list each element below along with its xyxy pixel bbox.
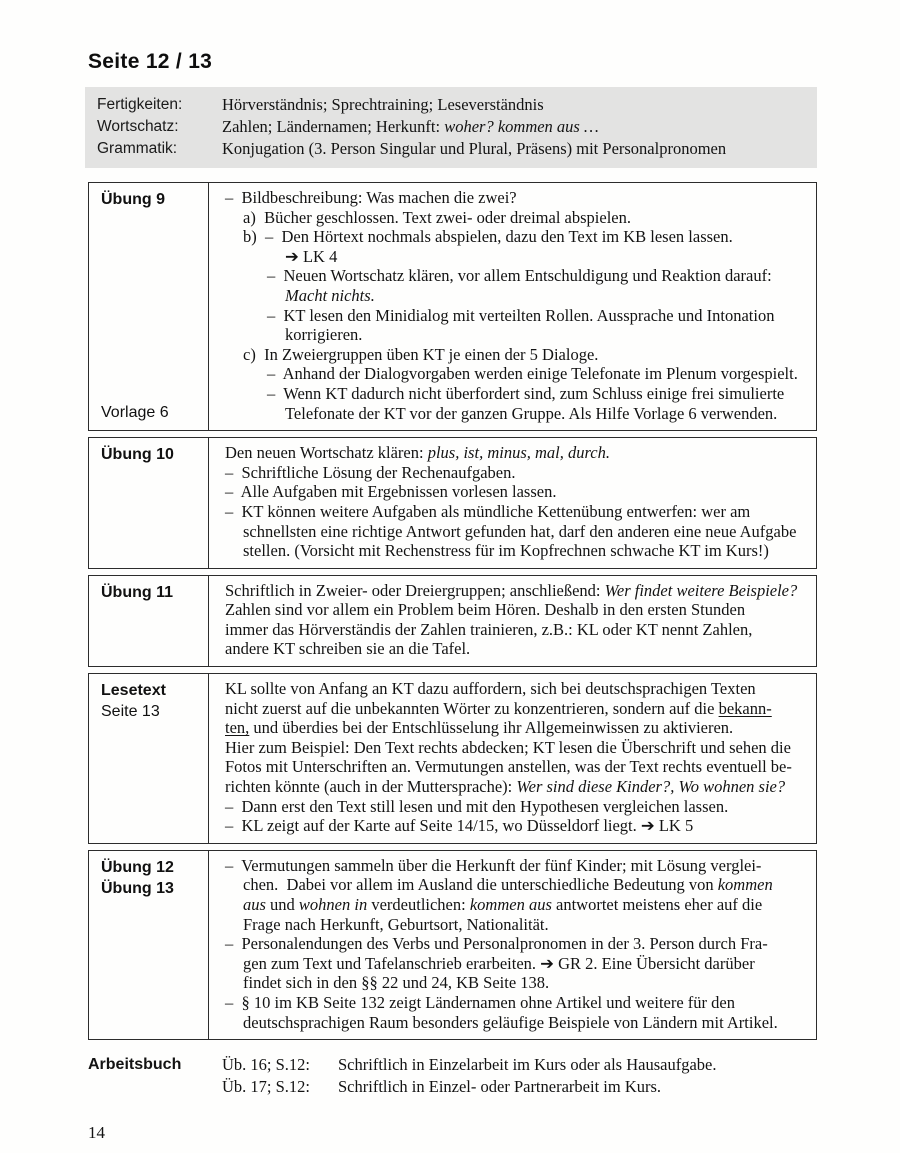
text-line	[225, 718, 808, 738]
text-segment: und	[265, 895, 299, 914]
text-segment: Telefonate der KT vor der ganzen Gruppe. Als Hilfe Vorlage 6 verwenden.	[285, 403, 778, 423]
text-segment: Wer findet weitere Beispiele?	[604, 580, 798, 600]
section-label: Seite 13	[101, 703, 160, 721]
text-line	[225, 266, 808, 286]
text-line	[225, 639, 808, 659]
text-segment: – Vermutungen sammeln über die Herkunft der fünf Kinder; mit Lösung verglei-	[225, 855, 762, 875]
text-segment: b) – Den Hörtext nochmals abspielen, dazu den Text im KB lesen lassen.	[243, 227, 733, 247]
text-segment: – Schriftliche Lösung der Rechenaufgaben.	[225, 462, 516, 482]
text-segment: – KL zeigt auf der Karte auf Seite 14/15, wo Düsseldorf liegt. ➔ LK 5	[225, 816, 694, 836]
text-segment: c) In Zweiergruppen üben KT je einen der 5 Dialoge.	[243, 344, 599, 364]
section-label: Übung 9	[101, 191, 165, 208]
arbeitsbuch-ref: Üb. 17; S.12:	[222, 1077, 311, 1097]
text-segment: Wer sind diese Kinder?, Wo wohnen sie?	[516, 777, 786, 797]
text-segment: Hier zum Beispiel: Den Text rechts abdecken; KT lesen die Überschrift und sehen die	[225, 737, 791, 757]
text-segment: – Personalendungen des Verbs und Personalpronomen in der 3. Person durch Fra-	[225, 934, 768, 954]
page-title: Seite 12 / 13	[88, 50, 213, 73]
text-segment: Frage nach Herkunft, Geburtsort, Nationalität.	[243, 914, 549, 934]
section-labels	[101, 857, 202, 899]
infobox-row	[97, 116, 807, 138]
infobox-row-label: Fertigkeiten:	[97, 96, 183, 113]
section-labels	[101, 680, 202, 722]
text-segment: Konjugation (3. Person Singular und Plural, Präsens) mit Personalpronomen	[222, 139, 727, 158]
text-line	[225, 208, 808, 228]
text-line	[225, 325, 808, 345]
section-label: Lesetext	[101, 682, 166, 700]
text-segment: stellen. (Vorsicht mit Rechenstress für im Kopfrechnen schwache KT im Kurs!)	[243, 541, 769, 561]
text-segment: – Bildbeschreibung: Was machen die zwei?	[225, 188, 517, 207]
infobox-row-label: Grammatik:	[97, 140, 178, 157]
text-line	[225, 404, 808, 424]
exercise-section	[88, 850, 817, 1040]
text-line	[225, 247, 808, 267]
text-line	[225, 286, 808, 306]
arbeitsbuch-text: Schriftlich in Einzel- oder Partnerarbeit im Kurs.	[338, 1077, 662, 1097]
exercise-table	[88, 182, 817, 1040]
page-number: 14	[88, 1123, 105, 1143]
section-label: Übung 11	[101, 583, 174, 601]
text-segment: kommen aus	[469, 895, 552, 914]
text-segment: richten könnte (auch in der Muttersprache):	[225, 777, 517, 797]
text-segment: ➔ LK 4	[285, 246, 338, 266]
text-line	[225, 364, 808, 384]
text-line	[225, 797, 808, 817]
section-content-cell	[209, 674, 816, 843]
text-segment: – KT können weitere Aufgaben als mündliche Kettenübung entwerfen: wer am	[225, 501, 751, 521]
text-line	[225, 620, 808, 640]
exercise-section	[88, 437, 817, 569]
text-line	[225, 777, 808, 797]
infobox-row	[97, 94, 807, 116]
infobox-row-label: Wortschatz:	[97, 118, 179, 135]
section-label: Übung 12	[101, 858, 174, 876]
section-content-cell	[209, 851, 816, 1039]
text-segment: immer das Hörverständis der Zahlen trainieren, z.B.: KL oder KT nennt Zahlen,	[225, 619, 753, 639]
section-label-cell	[89, 438, 209, 568]
text-segment: bekann-	[718, 698, 772, 718]
section-label-cell	[89, 851, 209, 1039]
text-segment: – Wenn KT dadurch nicht überfordert sind, zum Schluss einige frei simulierte	[267, 383, 785, 403]
text-segment: nicht zuerst auf die unbekannten Wörter zu konzentrieren, sondern auf die	[225, 698, 719, 718]
text-line	[225, 699, 808, 719]
exercise-section	[88, 575, 817, 667]
section-label-cell	[89, 576, 209, 666]
text-segment: und überdies bei der Entschlüsselung ihr Allgemeinwissen zu aktivieren.	[249, 718, 734, 738]
text-segment: – Alle Aufgaben mit Ergebnissen vorlesen lassen.	[225, 482, 557, 502]
text-segment: Den neuen Wortschatz klären:	[225, 443, 428, 463]
infobox-row-content	[222, 138, 807, 160]
text-segment: ten,	[225, 718, 250, 738]
section-label: Übung 10	[101, 446, 174, 464]
arbeitsbuch-label: Arbeitsbuch	[88, 1056, 182, 1074]
section-labels	[101, 582, 202, 603]
section-content-cell	[209, 438, 816, 568]
text-line	[225, 1013, 808, 1033]
text-line	[225, 581, 808, 601]
text-line	[225, 600, 808, 620]
arbeitsbuch-text: Schriftlich in Einzelarbeit im Kurs oder als Hausaufgabe.	[338, 1055, 717, 1075]
section-label-cell	[89, 183, 209, 430]
text-line	[225, 993, 808, 1013]
exercise-section	[88, 182, 817, 431]
text-segment: Fotos mit Unterschriften an. Vermutungen anstellen, was der Text rechts eventuell be-	[225, 757, 792, 777]
text-line	[225, 522, 808, 542]
text-line	[225, 443, 808, 463]
text-line	[225, 306, 808, 326]
text-line	[225, 345, 808, 365]
section-bottom-label: Vorlage 6	[101, 404, 169, 422]
text-segment: gen zum Text und Tafelanschrieb erarbeiten. ➔ GR 2. Eine Übersicht darüber	[243, 953, 755, 973]
section-content-cell	[209, 183, 816, 430]
arbeitsbuch-section	[88, 1054, 817, 1098]
text-line	[225, 856, 808, 876]
text-line	[225, 934, 808, 954]
text-line	[225, 482, 808, 502]
text-line	[225, 738, 808, 758]
text-segment: verdeutlichen:	[367, 895, 470, 914]
text-segment: antwortet meistens eher auf die	[551, 895, 763, 914]
arbeitsbuch-row	[222, 1076, 817, 1098]
text-line	[225, 679, 808, 699]
section-bottom-labels	[101, 402, 202, 423]
text-segment: deutschsprachigen Raum besonders geläufige Beispiele von Ländern mit Artikel.	[243, 1012, 778, 1032]
section-content-cell	[209, 576, 816, 666]
text-line	[225, 915, 808, 935]
text-segment: wohnen in	[298, 895, 368, 914]
text-segment: andere KT schreiben sie an die Tafel.	[225, 639, 471, 659]
text-segment: Hörverständnis; Sprechtraining; Leseverständnis	[222, 95, 544, 114]
arbeitsbuch-row	[222, 1054, 817, 1076]
text-segment: aus	[243, 895, 266, 914]
section-label-cell	[89, 674, 209, 843]
text-line	[225, 384, 808, 404]
text-segment: Zahlen; Ländernamen; Herkunft:	[222, 117, 445, 136]
section-label: Übung 13	[101, 879, 174, 897]
text-line	[225, 954, 808, 974]
arbeitsbuch-rows	[222, 1054, 817, 1098]
arbeitsbuch-ref: Üb. 16; S.12:	[222, 1055, 311, 1075]
section-labels	[101, 444, 202, 465]
text-segment: plus, ist, minus, mal, durch.	[427, 443, 610, 463]
text-segment: schnellsten eine richtige Antwort gefunden hat, darf den anderen eine neue Aufgabe	[243, 521, 797, 541]
text-line	[225, 227, 808, 247]
text-segment: – Anhand der Dialogvorgaben werden einige Telefonate im Plenum vorgespielt.	[267, 364, 798, 384]
text-segment: a) Bücher geschlossen. Text zwei- oder dreimal abspielen.	[243, 207, 631, 227]
text-line	[225, 875, 808, 895]
text-line	[225, 463, 808, 483]
text-segment: Macht nichts.	[285, 285, 375, 305]
info-box	[85, 87, 817, 168]
text-line	[225, 502, 808, 522]
infobox-row-content	[222, 116, 807, 138]
infobox-row-content	[222, 94, 807, 116]
text-segment: – § 10 im KB Seite 132 zeigt Ländernamen ohne Artikel und weitere für den	[225, 992, 735, 1012]
text-segment: – KT lesen den Minidialog mit verteilten Rollen. Aussprache und Intonation	[267, 305, 775, 325]
text-line	[225, 816, 808, 836]
text-segment: KL sollte von Anfang an KT dazu auffordern, sich bei deutschsprachigen Texten	[225, 679, 756, 699]
text-segment: korrigieren.	[285, 325, 363, 345]
text-segment: woher? kommen aus …	[444, 117, 599, 136]
text-segment: – Dann erst den Text still lesen und mit den Hypothesen vergleichen lassen.	[225, 796, 729, 816]
section-labels	[101, 189, 202, 210]
text-line	[225, 541, 808, 561]
text-segment: chen. Dabei vor allem im Ausland die unterschiedliche Bedeutung von	[243, 875, 718, 895]
text-line	[225, 757, 808, 777]
text-segment: findet sich in den §§ 22 und 24, KB Seite 138.	[243, 973, 550, 993]
exercise-section	[88, 673, 817, 844]
text-segment: – Neuen Wortschatz klären, vor allem Entschuldigung und Reaktion darauf:	[267, 266, 772, 286]
text-segment: kommen	[717, 875, 773, 895]
text-line	[225, 188, 808, 208]
infobox-row	[97, 138, 807, 160]
text-line	[225, 973, 808, 993]
text-segment: Schriftlich in Zweier- oder Dreiergruppen; anschließend:	[225, 580, 605, 600]
text-line	[225, 895, 808, 915]
text-segment: Zahlen sind vor allem ein Problem beim Hören. Deshalb in den ersten Stunden	[225, 600, 746, 620]
